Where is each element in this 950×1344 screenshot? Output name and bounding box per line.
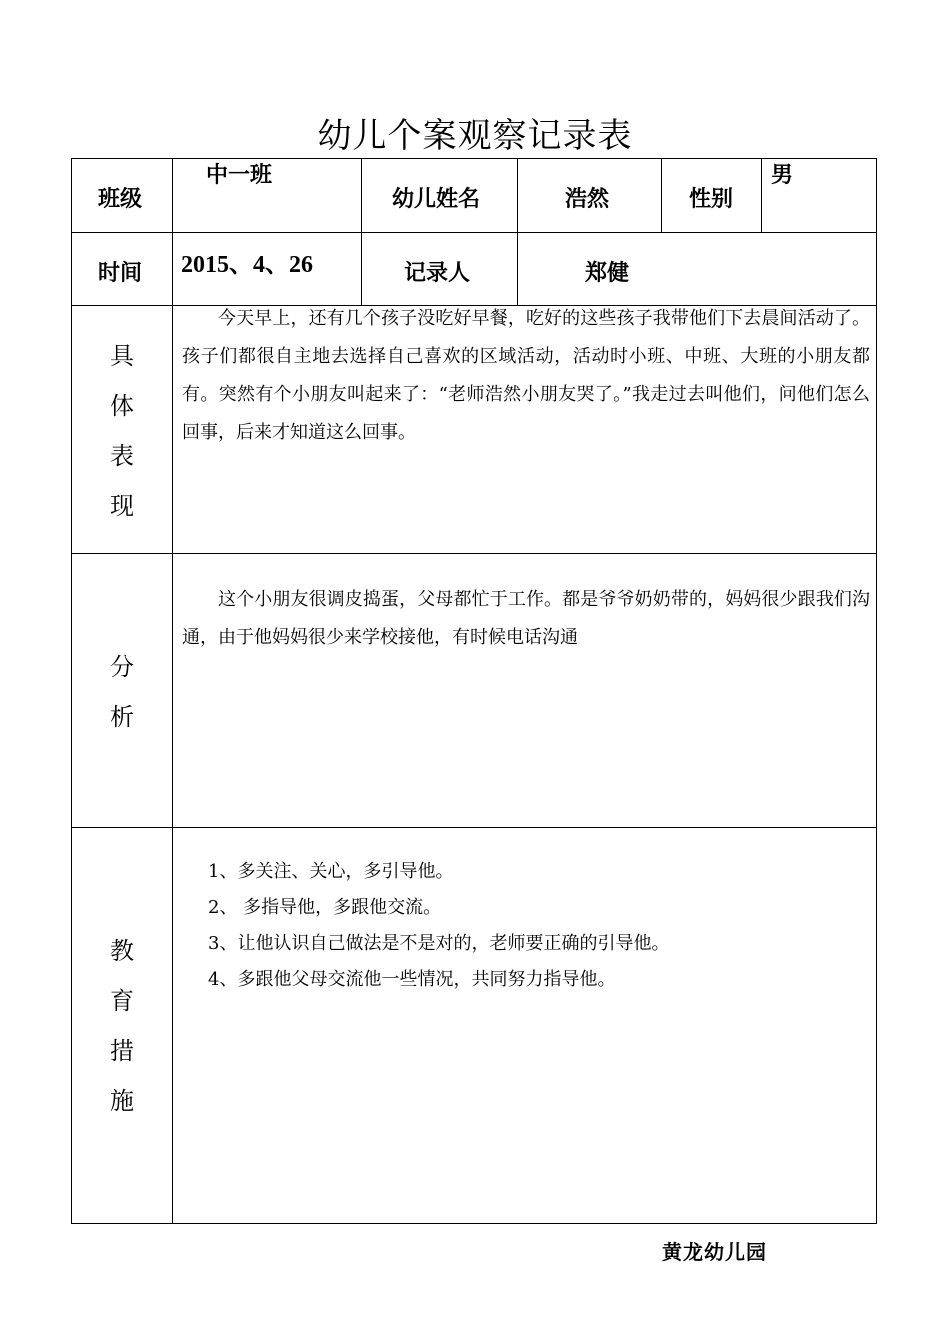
measures-list (208, 854, 858, 998)
analysis-text: 这个小朋友很调皮捣蛋，父母都忙于工作。都是爷爷奶奶带的，妈妈很少跟我们沟通，由于他妈妈很少来学校接他，有时候电话沟通 (182, 589, 870, 648)
time-label: 时间 (98, 261, 143, 286)
column-divider (361, 158, 362, 306)
measure-item: 3、让他认识自己做法是不是对的，老师要正确的引导他。 (208, 933, 670, 954)
child-name-label: 幼儿姓名 (392, 187, 481, 212)
analysis-label: 分 析 (110, 653, 134, 731)
performance-text: 今天早上，还有几个孩子没吃好早餐，吃好的这些孩子我带他们下去晨间活动了。孩子们都很自主地去选择自己喜欢的区域活动，活动时小班、中班、大班的小朋友都有。突然有个小朋友叫起来了：“老师浩然小朋友哭了。”我走过去叫他们，问他们怎么回事，后来才知道这么回事。 (182, 308, 870, 443)
row-divider (71, 827, 877, 828)
time-value: 2015、4、26 (181, 252, 313, 278)
class-value: 中一班 (206, 163, 273, 188)
gender-value: 男 (771, 163, 794, 188)
recorder-value: 郑健 (585, 261, 630, 286)
column-divider (761, 158, 762, 233)
child-name-value: 浩然 (565, 187, 610, 212)
measure-item: 1、多关注、关心，多引导他。 (208, 861, 454, 882)
measure-item: 2、 多指导他，多跟他交流。 (208, 897, 442, 918)
recorder-label: 记录人 (404, 261, 471, 286)
gender-label: 性别 (689, 187, 734, 212)
measure-item: 4、多跟他父母交流他一些情况，共同努力指导他。 (208, 969, 616, 990)
performance-label: 具 体 表 现 (110, 342, 134, 520)
page-title: 幼儿个案观察记录表 (317, 116, 633, 156)
column-divider (172, 158, 173, 1224)
column-divider (517, 158, 518, 306)
kindergarten-name: 黄龙幼儿园 (662, 1240, 767, 1264)
row-divider (71, 232, 877, 233)
column-divider (661, 158, 662, 233)
class-label: 班级 (98, 187, 143, 212)
measures-label: 教 育 措 施 (110, 937, 134, 1115)
row-divider (71, 553, 877, 554)
